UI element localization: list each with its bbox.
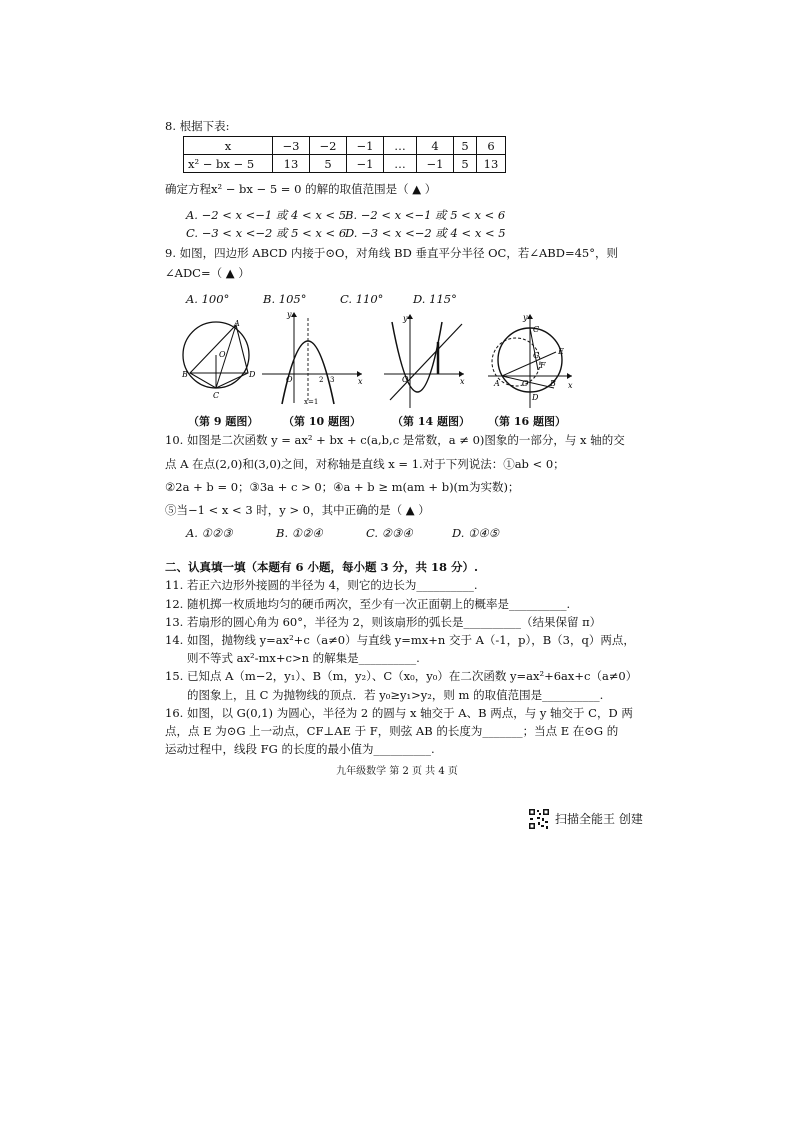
fig16-label-o: O: [522, 379, 529, 388]
fig9-label-b: B: [182, 370, 188, 379]
q8-question: 确定方程x² − bx − 5 = 0 的解的取值范围是（ ▲ ）: [165, 182, 437, 196]
q16-line2: 点，点 E 为⊙G 上一动点，CF⊥AE 于 F，则弦 AB 的长度为_______；当点 E 在⊙G 的: [165, 724, 619, 738]
q8-value-table: [183, 136, 506, 173]
q10-option-c: C. ②③④: [366, 526, 413, 540]
table-cell: −1: [347, 137, 384, 155]
table-cell: …: [384, 137, 417, 155]
fig10-label-y: y: [287, 310, 292, 319]
q8-option-d: D. −3 < x <−2 或 4 < x < 5: [345, 226, 506, 240]
table-cell: 5: [454, 137, 477, 155]
fig16-label-g: G: [533, 351, 540, 360]
q10-line1: 10. 如图是二次函数 y = ax² + bx + c(a,b,c 是常数，a ≠ 0)图象的一部分，与 x 轴的交: [165, 433, 625, 447]
q10-line4: ⑤当−1 < x < 3 时，y > 0，其中正确的是（ ▲ ）: [165, 503, 430, 517]
qr-code-icon: [528, 808, 550, 830]
fig16-caption: （第 16 题图）: [488, 415, 566, 428]
q10-option-d: D. ①④⑤: [452, 526, 500, 540]
q16-line1: 16. 如图，以 G(0,1) 为圆心，半径为 2 的圆与 x 轴交于 A、B 两点，与 y 轴交于 C，D 两: [165, 706, 633, 720]
q14-line2: 则不等式 ax²-mx+c>n 的解集是__________.: [187, 651, 420, 665]
fig9-label-d: D: [249, 370, 256, 379]
table-cell: −2: [310, 137, 347, 155]
table-cell: …: [384, 155, 417, 173]
table-cell: 5: [310, 155, 347, 173]
q8-option-b: B. −2 < x <−1 或 5 < x < 6: [345, 208, 506, 222]
q12: 12. 随机掷一枚质地均匀的硬币两次，至少有一次正面朝上的概率是__________.: [165, 597, 571, 611]
fig16-label-c: C: [533, 325, 540, 334]
q10-option-b: B. ①②④: [276, 526, 323, 540]
fig16-label-b: B: [550, 379, 556, 388]
fig16-label-e: E: [558, 347, 564, 356]
fig10-label-x: x: [358, 377, 363, 386]
table-cell: 4: [417, 137, 454, 155]
fig14-caption: （第 14 题图）: [392, 415, 470, 428]
figure-9-circle: [178, 315, 258, 405]
fig14-label-o: O: [402, 375, 409, 384]
q8-option-c: C. −3 < x <−2 或 5 < x < 6: [186, 226, 347, 240]
table-cell: −1: [417, 155, 454, 173]
q8-stem: 8. 根据下表:: [165, 119, 230, 133]
fig16-label-d: D: [532, 393, 539, 402]
fig9-label-o: O: [219, 350, 226, 359]
figure-10-parabola: [258, 308, 368, 408]
q9-option-c: C. 110°: [340, 292, 384, 306]
fig10-label-axis: x=1: [304, 398, 319, 406]
table-cell: 13: [273, 155, 310, 173]
table-row: [184, 137, 506, 155]
fig14-label-x: x: [460, 377, 465, 386]
table-cell: −1: [347, 155, 384, 173]
q9-option-d: D. 115°: [413, 292, 457, 306]
q11: 11. 若正六边形外接圆的半径为 4，则它的边长为__________.: [165, 578, 478, 592]
fig10-label-2: 2: [319, 376, 324, 384]
figure-14-parabola-line: [380, 312, 470, 412]
fig16-label-f: F: [540, 361, 546, 370]
fig14-label-y: y: [403, 314, 408, 323]
q10-line2: 点 A 在点(2,0)和(3,0)之间，对称轴是直线 x = 1.对于下列说法：①ab < 0；: [165, 457, 565, 471]
fig16-label-x: x: [568, 381, 573, 390]
page-footer: 九年级数学 第 2 页 共 4 页: [336, 766, 458, 777]
fig16-label-a: A: [494, 379, 500, 388]
fig10-label-o: O: [286, 375, 293, 384]
q10-option-a: A. ①②③: [186, 526, 233, 540]
table-cell: −3: [273, 137, 310, 155]
fig10-caption: （第 10 题图）: [283, 415, 361, 428]
q10-line3: ②2a + b = 0；③3a + c > 0；④a + b ≥ m(am + b)(m为实数)；: [165, 480, 520, 494]
table-cell: 13: [477, 155, 506, 173]
table-cell: x: [184, 137, 273, 155]
fig16-label-y: y: [523, 313, 528, 322]
q8-option-a: A. −2 < x <−1 或 4 < x < 5: [186, 208, 347, 222]
table-cell: 6: [477, 137, 506, 155]
fig9-label-c: C: [213, 391, 220, 400]
table-cell: 5: [454, 155, 477, 173]
table-row: [184, 155, 506, 173]
q15-line1: 15. 已知点 A（m−2，y₁）、B（m，y₂）、C（x₀，y₀）在二次函数 y=ax²+6ax+c（a≠0）: [165, 669, 638, 683]
fig9-label-a: A: [234, 319, 240, 328]
q16-line3: 运动过程中，线段 FG 的长度的最小值为__________.: [165, 742, 435, 756]
q9-option-a: A. 100°: [186, 292, 230, 306]
q13: 13. 若扇形的圆心角为 60°，半径为 2，则该扇形的弧长是__________（结果保留 π）: [165, 615, 602, 629]
q9-line2: ∠ADC=（ ▲ ）: [165, 266, 250, 280]
scanner-watermark: 扫描全能王 创建: [555, 812, 643, 826]
q14-line1: 14. 如图，抛物线 y=ax²+c（a≠0）与直线 y=mx+n 交于 A（-1，p），B（3，q）两点，: [165, 633, 635, 647]
fig9-caption: （第 9 题图）: [188, 415, 259, 428]
q15-line2: 的图象上，且 C 为抛物线的顶点．若 y₀≥y₁>y₂，则 m 的取值范围是__________.: [187, 688, 604, 702]
q9-line1: 9. 如图，四边形 ABCD 内接于⊙O，对角线 BD 垂直平分半径 OC，若∠ABD=45°，则: [165, 246, 618, 260]
section-2-title: 二、认真填一填（本题有 6 小题，每小题 3 分，共 18 分）.: [165, 560, 479, 574]
figure-16-circle: [478, 312, 578, 412]
q9-option-b: B. 105°: [263, 292, 307, 306]
table-cell: x² − bx − 5: [184, 155, 273, 173]
fig10-label-3: 3: [330, 376, 335, 384]
